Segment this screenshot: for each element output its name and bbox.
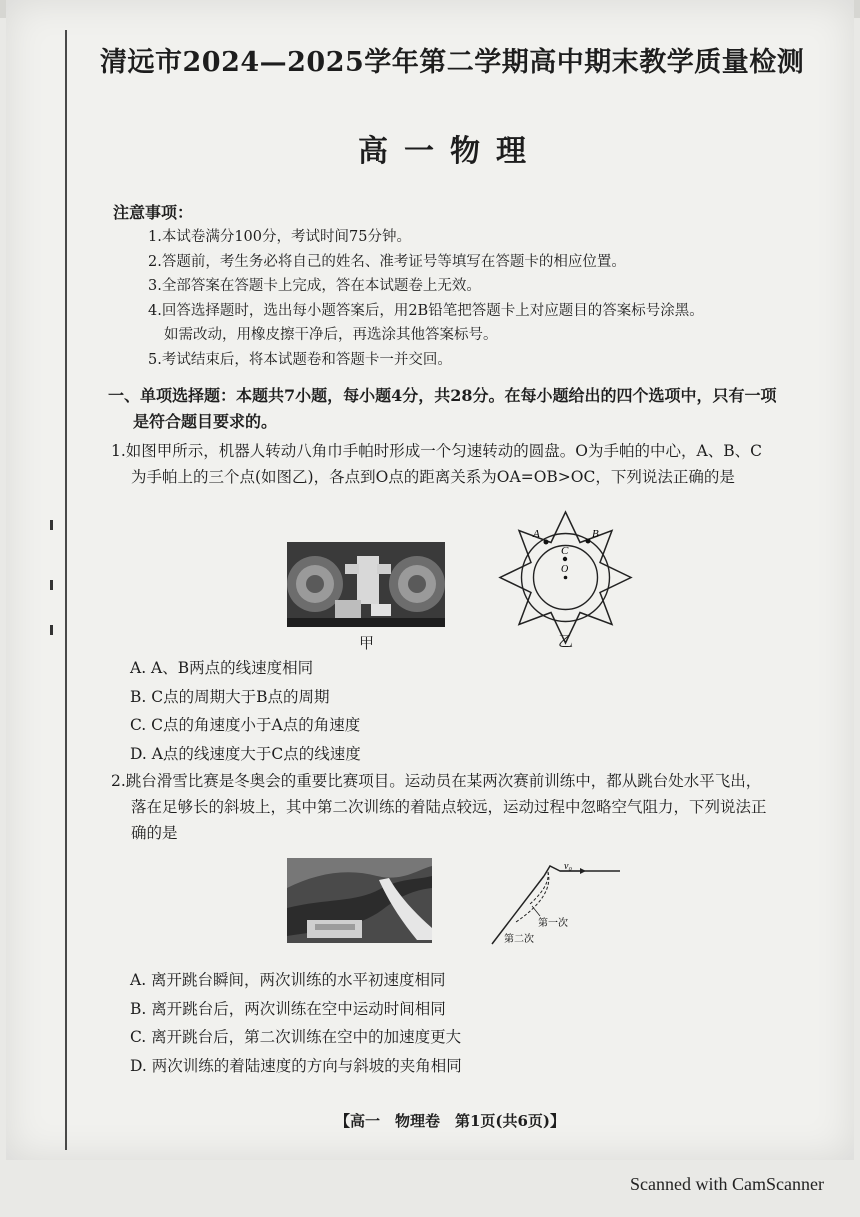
exam-subject: 高一物理 xyxy=(358,134,542,169)
first-trajectory xyxy=(530,872,548,904)
point-c xyxy=(563,557,567,561)
question-2-line: 落在足够长的斜坡上，其中第二次训练的着陆点较远，运动过程中忽略空气阻力，下列说法正 xyxy=(131,798,767,816)
option-c: C. 离开跳台后，第二次训练在空中的加速度更大 xyxy=(130,1028,462,1046)
question-1-line: 1.如图甲所示，机器人转动八角巾手帕时形成一个匀速转动的圆盘。O为手帕的中心，A、B、C xyxy=(111,442,762,460)
question-2-line: 确的是 xyxy=(131,824,178,842)
label-a: A xyxy=(533,528,540,540)
scanner-watermark: Scanned with CamScanner xyxy=(630,1174,824,1194)
figure-b-caption: 乙 xyxy=(558,632,574,650)
handkerchief-diagram xyxy=(498,510,633,645)
notice-item: 1.本试卷满分100分，考试时间75分钟。 xyxy=(148,229,411,245)
section-heading-line: 一、单项选择题：本题共7小题，每小题4分，共28分。在每小题给出的四个选项中，只有一项 xyxy=(108,386,777,405)
figure-a-caption: 甲 xyxy=(359,634,375,652)
question-2-stem xyxy=(111,768,811,846)
binding-mark xyxy=(50,520,53,530)
section-heading-line: 是符合题目要求的。 xyxy=(133,412,278,431)
robot-handkerchief-photo xyxy=(287,542,445,627)
exam-title: 清远市2024—2025学年第二学期高中期末教学质量检测 xyxy=(100,47,805,78)
first-jump-label: 第一次 xyxy=(538,918,568,929)
option-b: B. C点的周期大于B点的周期 xyxy=(130,687,330,706)
ski-jump-photo xyxy=(287,858,432,943)
first-leader-line xyxy=(532,906,540,916)
notice-item: 2.答题前，考生务必将自己的姓名、准考证号等填写在答题卡的相应位置。 xyxy=(148,253,626,270)
label-o: O xyxy=(561,564,569,575)
option-a: A. 离开跳台瞬间，两次训练的水平初速度相同 xyxy=(130,971,446,989)
option-d: D. 两次训练的着陆速度的方向与斜坡的夹角相同 xyxy=(130,1056,462,1075)
option-c: C. C点的角速度小于A点的角速度 xyxy=(130,716,361,734)
point-o xyxy=(564,576,568,580)
question-2-options xyxy=(130,966,462,1080)
option-a: A. A、B两点的线速度相同 xyxy=(130,659,314,677)
ski-jump-trajectory-diagram xyxy=(488,856,628,946)
notice-item: 4.回答选择题时，选出每小题答案后，用2B铅笔把答题卡上对应题目的答案标号涂黑。 xyxy=(148,302,704,319)
point-a xyxy=(544,540,549,545)
second-trajectory xyxy=(516,872,549,922)
question-2-line: 2.跳台滑雪比赛是冬奥会的重要比赛项目。运动员在某两次赛前训练中，都从跳台处水平飞出， xyxy=(111,772,762,790)
label-b: B xyxy=(592,528,599,540)
notice-list xyxy=(148,225,704,372)
binding-line xyxy=(65,30,67,1150)
v0-label: v₀ xyxy=(564,861,572,872)
notice-item: 5.考试结束后，将本试题卷和答题卡一并交回。 xyxy=(148,351,452,368)
notice-item: 如需改动，用橡皮擦干净后，再选涂其他答案标号。 xyxy=(164,327,498,343)
binding-mark xyxy=(50,580,53,590)
second-jump-label: 第二次 xyxy=(504,934,534,945)
question-1-options xyxy=(130,654,361,768)
notice-heading: 注意事项： xyxy=(113,203,194,222)
point-b xyxy=(586,539,591,544)
option-b: B. 离开跳台后，两次训练在空中运动时间相同 xyxy=(130,999,446,1018)
label-c: C xyxy=(561,545,569,557)
velocity-arrowhead xyxy=(580,868,586,874)
question-1-line: 为手帕上的三个点(如图乙)，各点到O点的距离关系为OA=OB>OC，下列说法正确的是 xyxy=(131,468,735,486)
binding-mark xyxy=(50,625,53,635)
notice-item: 3.全部答案在答题卡上完成，答在本试题卷上无效。 xyxy=(148,278,481,294)
question-1-stem xyxy=(111,438,811,490)
option-d: D. A点的线速度大于C点的线速度 xyxy=(130,744,361,763)
section-heading xyxy=(108,383,808,435)
page-footer: 【高一 物理卷 第1页(共6页)】 xyxy=(334,1112,566,1130)
